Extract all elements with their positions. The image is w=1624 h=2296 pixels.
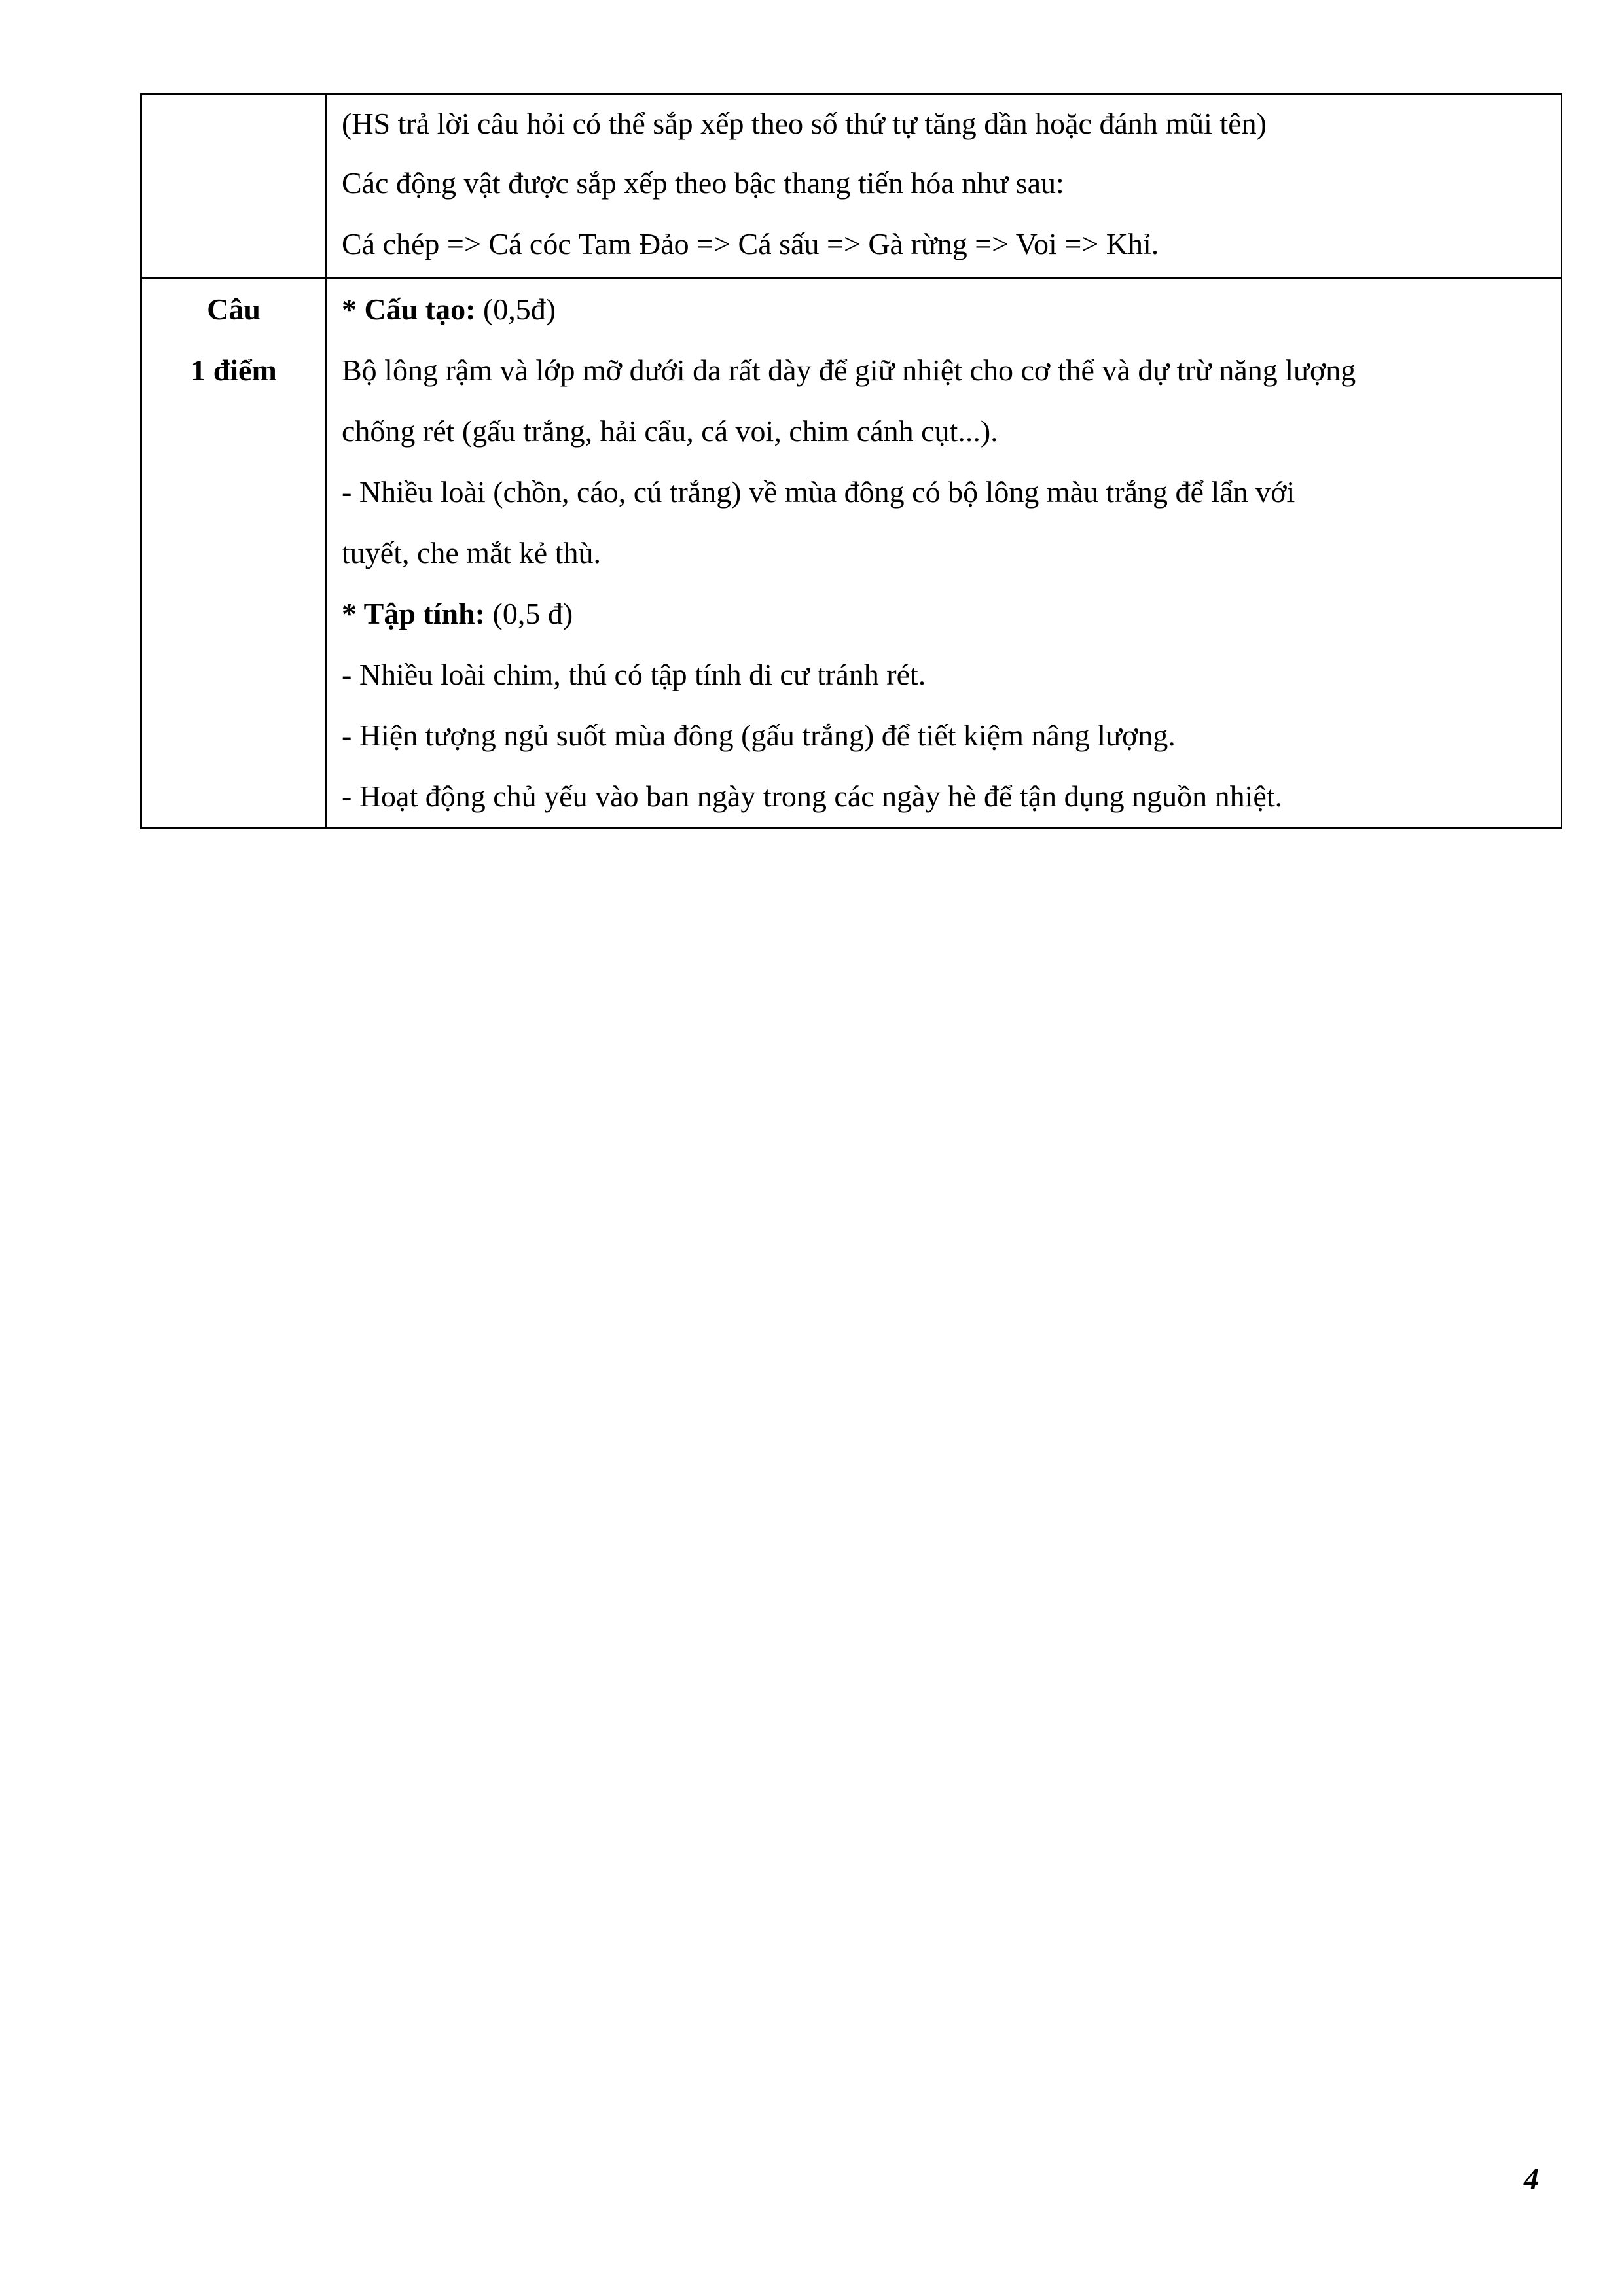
answer-content-cell — [327, 94, 1562, 278]
answer-line: - Hiện tượng ngủ suốt mùa đông (gấu trắng) để tiết kiệm nâng lượng. — [342, 719, 1176, 752]
table-row — [141, 278, 1562, 829]
answer-line: Các động vật được sắp xếp theo bậc thang tiến hóa như sau: — [342, 166, 1064, 200]
answer-line: - Nhiều loài chim, thú có tập tính di cư tránh rét. — [342, 658, 926, 691]
heading-points: (0,5đ) — [475, 293, 556, 326]
heading-bold: * Cấu tạo: — [342, 293, 476, 326]
question-points: 1 điểm — [190, 353, 277, 387]
answer-table — [140, 93, 1562, 829]
answer-line: (HS trả lời câu hỏi có thể sắp xếp theo số thứ tự tăng dần hoặc đánh mũi tên) — [342, 107, 1267, 140]
section-heading-structure — [342, 279, 1549, 340]
table-row — [141, 94, 1562, 278]
answer-line: - Nhiều loài (chồn, cáo, cú trắng) về mùa đông có bộ lông màu trắng để lẩn với — [342, 475, 1295, 509]
heading-points: (0,5 đ) — [485, 597, 573, 630]
answer-line: - Hoạt động chủ yếu vào ban ngày trong các ngày hè để tận dụng nguồn nhiệt. — [342, 780, 1283, 813]
answer-line: Bộ lông rậm và lớp mỡ dưới da rất dày để giữ nhiệt cho cơ thể và dự trừ năng lượng — [342, 353, 1356, 387]
section-heading-behavior — [342, 583, 1549, 644]
question-label: Câu — [207, 293, 261, 326]
answer-content-cell — [327, 278, 1562, 829]
answer-line: tuyết, che mắt kẻ thù. — [342, 536, 601, 569]
answer-line: Cá chép => Cá cóc Tam Đảo => Cá sấu => Gà rừng => Voi => Khỉ. — [342, 227, 1159, 260]
answer-line: chống rét (gấu trắng, hải cẩu, cá voi, chim cánh cụt...). — [342, 414, 998, 448]
page-number: 4 — [1524, 2162, 1539, 2195]
question-label-cell — [141, 278, 327, 829]
heading-bold: * Tập tính: — [342, 597, 486, 630]
question-label-cell — [141, 94, 327, 278]
